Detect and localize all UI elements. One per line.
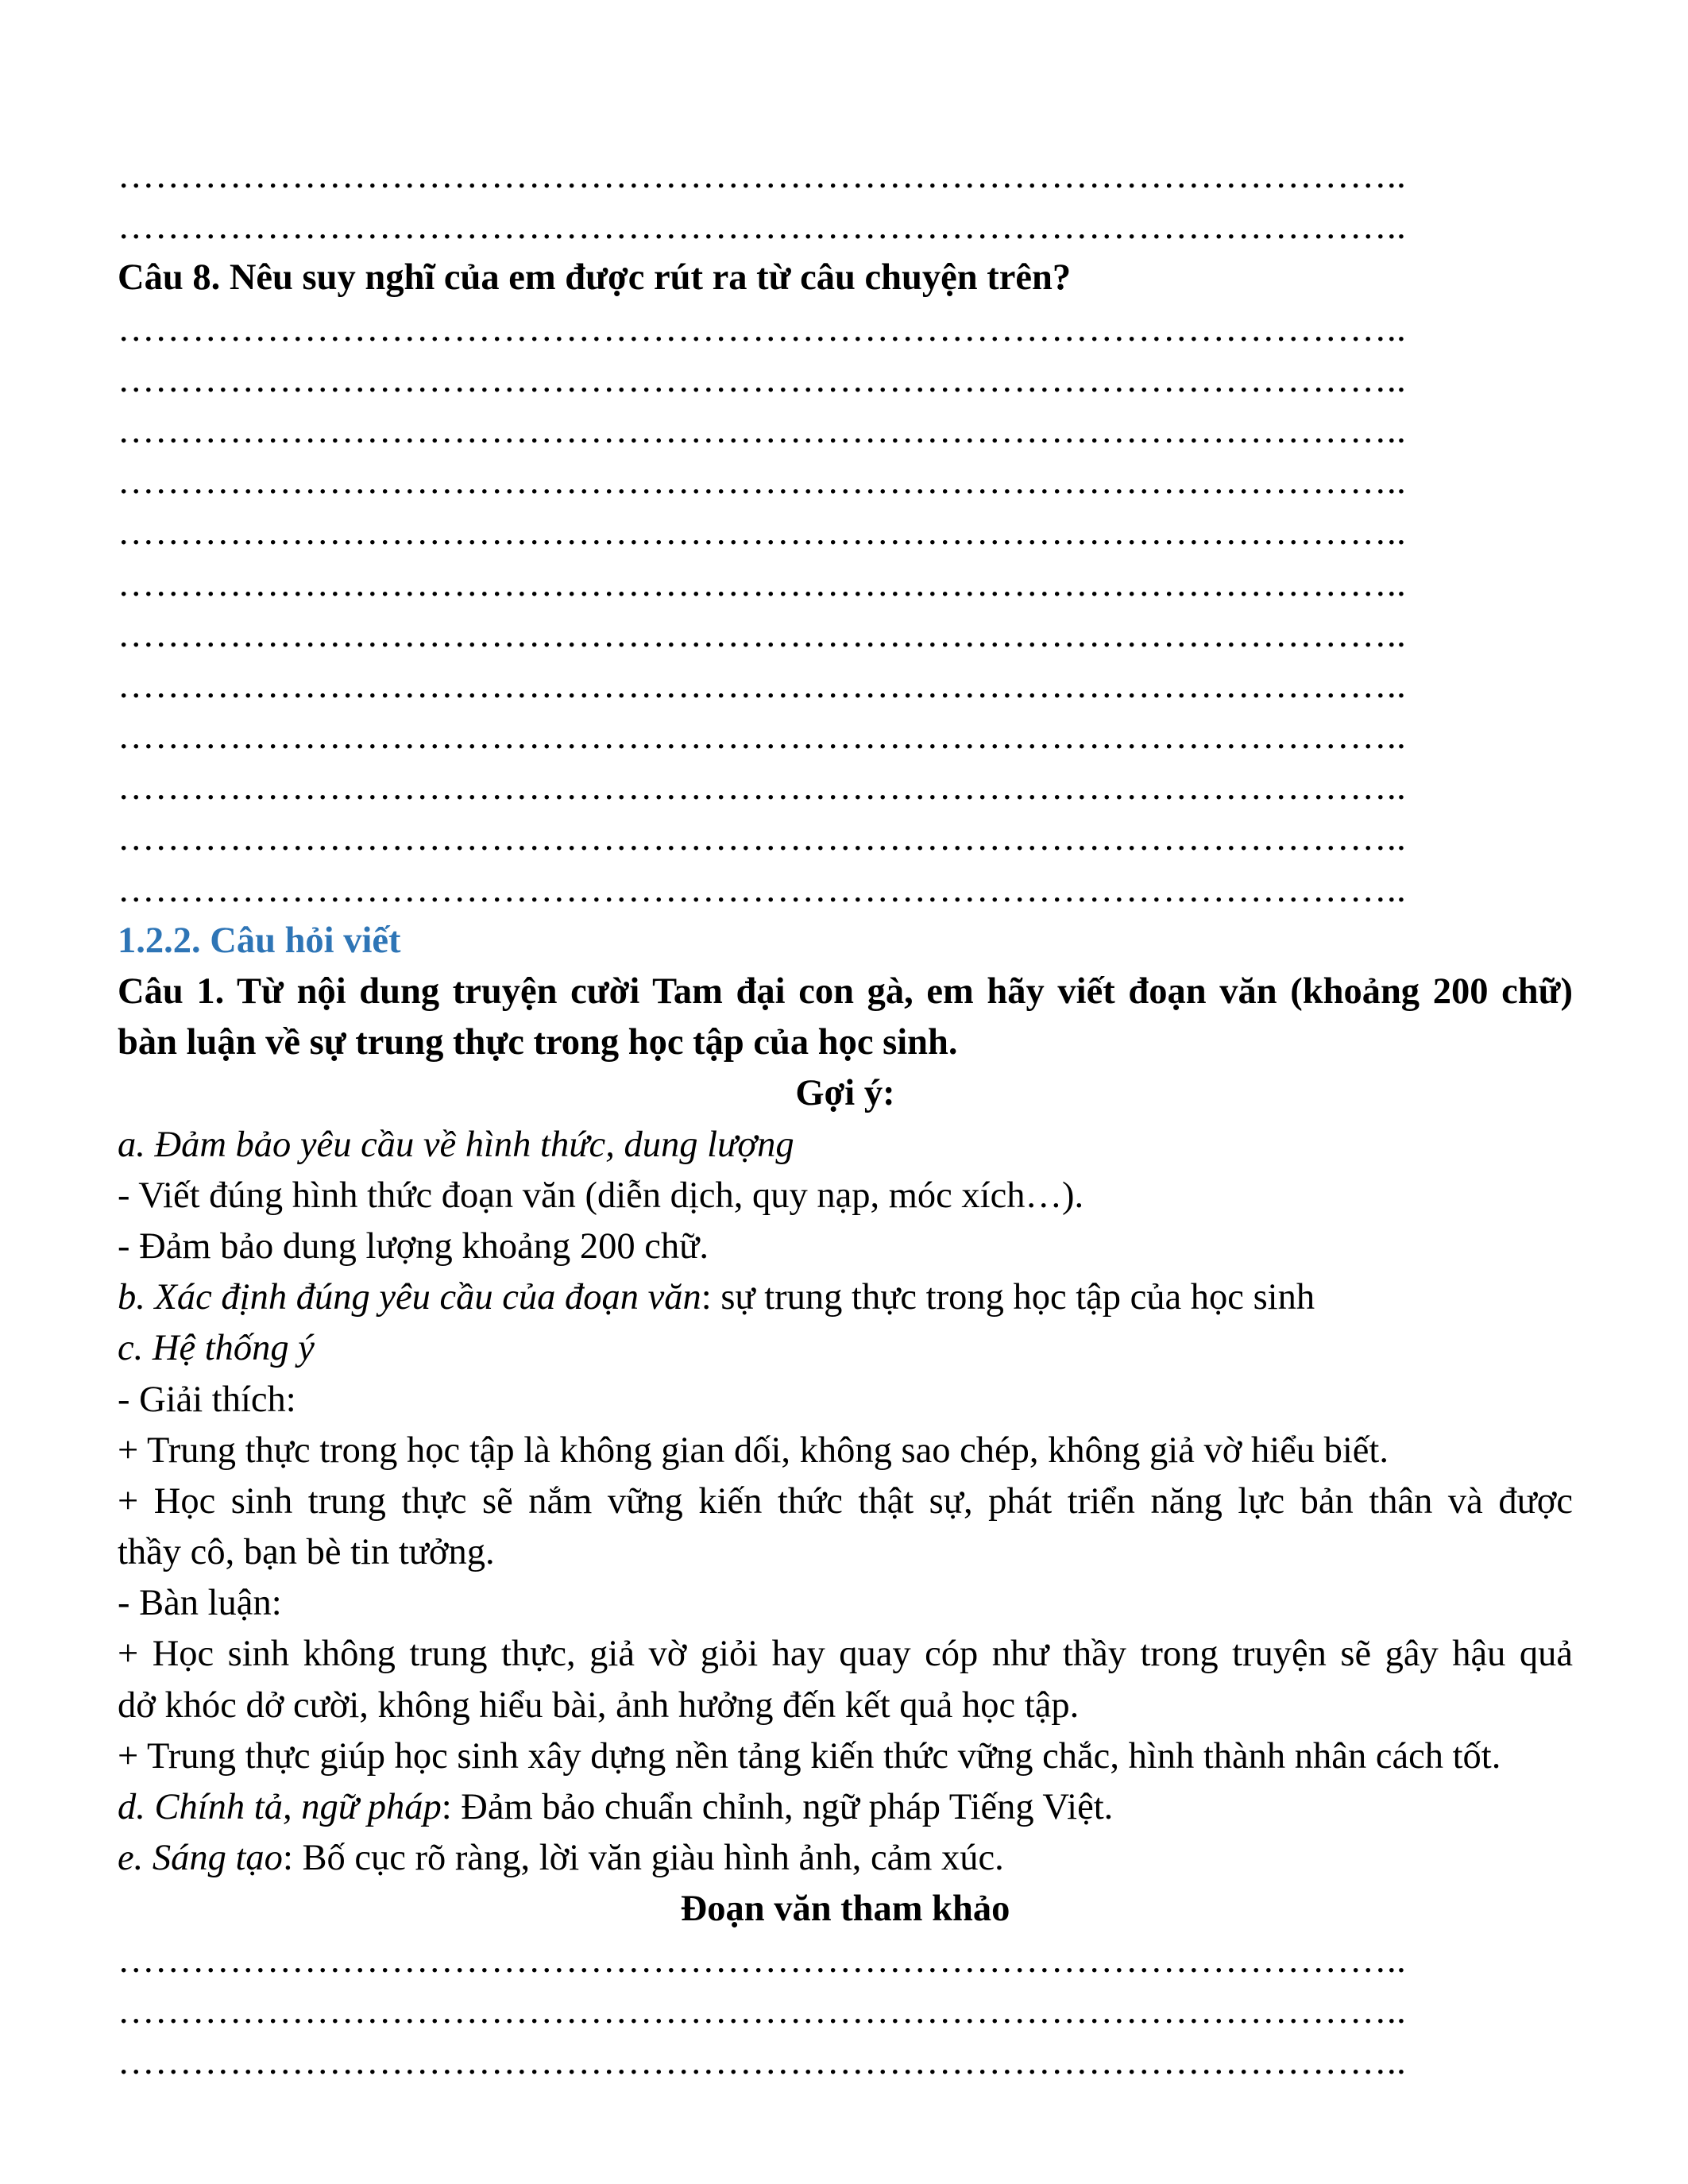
hint-d [118,1782,1573,1833]
reference-heading: Đoạn văn tham khảo [680,1889,1010,1930]
hint-a-item-2: - Đảm bảo dung lượng khoảng 200 chữ. [118,1225,709,1267]
question-1-title-line1: Câu 1. Từ nội dung truyện cười Tam đại con gà, em hãy viết đoạn văn (khoảng 200 chữ) [118,971,1573,1012]
hint-e [118,1833,1573,1884]
answer-line: ………………………………………………………………………………………….. [118,716,1407,758]
answer-line: ………………………………………………………………………………………….. [118,767,1407,808]
document-page [118,151,1573,2088]
answer-line: ………………………………………………………………………………………….. [118,614,1407,655]
hint-c-item-3-line1: + Học sinh trung thực sẽ nắm vững kiến thức thật sự, phát triển năng lực bản thân và được [118,1480,1573,1522]
hint-c-item-3-line2: thầy cô, bạn bè tin tưởng. [118,1532,495,1573]
question-8-title: Câu 8. Nêu suy nghĩ của em được rút ra từ câu chuyện trên? [118,257,1072,299]
hint-c-item-6: + Trung thực giúp học sinh xây dựng nền tảng kiến thức vững chắc, hình thành nhân cách tốt. [118,1735,1501,1777]
answer-line: ………………………………………………………………………………………….. [118,665,1407,706]
hint-c-item-2: + Trung thực trong học tập là không gian dối, không sao chép, không giả vờ hiểu biết. [118,1430,1389,1471]
hint-c-label: c. Hệ thống ý [118,1328,315,1369]
hint-b-label: b. Xác định đúng yêu cầu của đoạn văn [118,1277,701,1318]
hint-a-label: a. Đảm bảo yêu cầu về hình thức, dung lượng [118,1124,794,1165]
hint-c-item-1: - Giải thích: [118,1379,296,1420]
hint-d-label: d. Chính tả, ngữ pháp [118,1787,442,1827]
hint-e-label: e. Sáng tạo [118,1838,283,1879]
answer-line: ………………………………………………………………………………………….. [118,869,1407,910]
hint-c-item-5-line1: + Học sinh không trung thực, giả vờ giỏi hay quay cóp như thầy trong truyện sẽ gây hậu quả [118,1634,1573,1675]
hint-heading: Gợi ý: [795,1073,895,1114]
hint-e-text: : Bố cục rõ ràng, lời văn giàu hình ảnh, cảm xúc. [282,1838,1004,1879]
answer-line: ………………………………………………………………………………………….. [118,156,1407,196]
hint-c-item-4: - Bàn luận: [118,1583,282,1624]
answer-line: ………………………………………………………………………………………….. [118,2041,1407,2082]
hint-a-item-1: - Viết đúng hình thức đoạn văn (diễn dịch, quy nạp, móc xích…). [118,1175,1084,1216]
answer-line: ………………………………………………………………………………………….. [118,206,1407,248]
hint-b-text: : sự trung thực trong học tập của học sinh [701,1277,1315,1318]
answer-line: ………………………………………………………………………………………….. [118,1990,1407,2032]
hint-c-item-5-line2: dở khóc dở cười, không hiểu bài, ảnh hưởng đến kết quả học tập. [118,1684,1080,1726]
hint-d-text: : Đảm bảo chuẩn chỉnh, ngữ pháp Tiếng Việt. [441,1787,1114,1827]
answer-line: ………………………………………………………………………………………….. [118,359,1407,400]
answer-line: ………………………………………………………………………………………….. [118,512,1407,554]
question-1-title-line2: bàn luận về sự trung thực trong học tập của học sinh. [118,1022,958,1063]
answer-line: ………………………………………………………………………………………….. [118,410,1407,451]
answer-line: ………………………………………………………………………………………….. [118,1939,1407,1981]
answer-line: ………………………………………………………………………………………….. [118,308,1407,349]
answer-line: ………………………………………………………………………………………….. [118,461,1407,503]
hint-b [118,1272,1573,1323]
answer-line: ………………………………………………………………………………………….. [118,563,1407,604]
section-title: 1.2.2. Câu hỏi viết [118,920,401,961]
answer-line: ………………………………………………………………………………………….. [118,818,1407,859]
